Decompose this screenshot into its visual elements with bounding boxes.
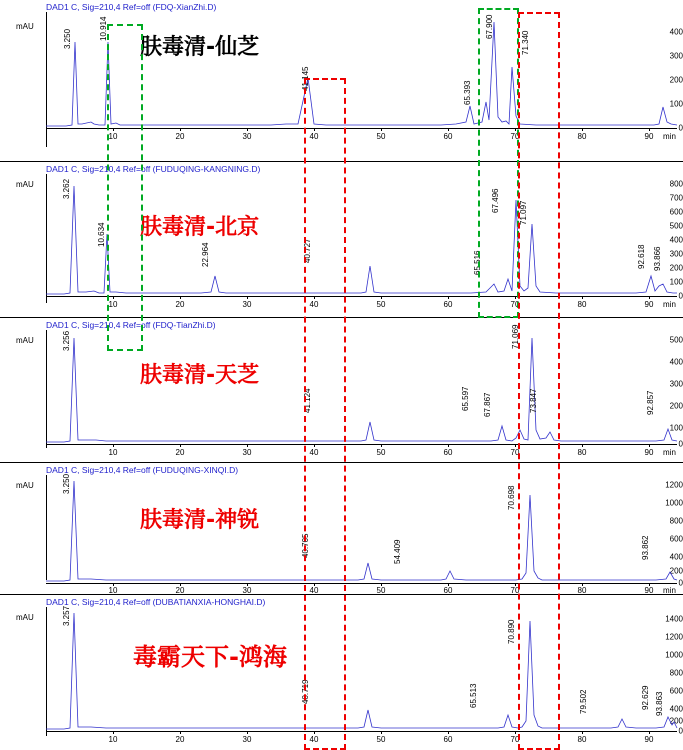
panel-2-ytick-0: 0 (678, 291, 683, 301)
panel-5-ytick-200: 200 (669, 716, 683, 726)
panel-2-peak-22.964: 22.964 (201, 242, 210, 267)
panel-2-ytick-600: 600 (669, 207, 683, 217)
panel-4-xtick-10: 10 (108, 586, 118, 595)
panel-3-x-unit: min (663, 448, 676, 457)
panel-1-xtick-90: 90 (644, 132, 654, 141)
panel-2-ytick-400: 400 (669, 235, 683, 245)
panel-1-peak-3.250: 3.250 (63, 28, 72, 49)
panel-4-ytick-1000: 1000 (665, 498, 683, 508)
panel-5-peak-40.719: 40.719 (301, 679, 310, 704)
panel-4-xtick-70: 70 (510, 586, 520, 595)
panel-3-xtick-70: 70 (510, 448, 520, 457)
panel-1-sample-label: 肤毒清-仙芝 (140, 35, 260, 60)
panel-1-xtick-80: 80 (577, 132, 587, 141)
panel-4-ytick-1200: 1200 (665, 480, 683, 490)
panel-5-xtick-20: 20 (175, 735, 185, 744)
panel-5-peak-79.502: 79.502 (579, 689, 588, 714)
panel-1-ytick-100: 100 (669, 99, 683, 109)
panel-5-peak-3.257: 3.257 (62, 605, 71, 626)
panel-4-xtick-20: 20 (175, 586, 185, 595)
panel-4-peak-40.705: 40.705 (301, 533, 310, 558)
chromatogram-panel-1 (0, 0, 683, 162)
panel-2-x-unit: min (663, 300, 676, 309)
panel-3-xtick-20: 20 (175, 448, 185, 457)
panel-5-ytick-1000: 1000 (665, 650, 683, 660)
panel-3-xtick-10: 10 (108, 448, 118, 457)
panel-1-peak-71.340: 71.340 (521, 30, 530, 55)
panel-4-y-title: mAU (16, 481, 34, 490)
panel-1-y-title: mAU (16, 22, 34, 31)
panel-1-xtick-20: 20 (175, 132, 185, 141)
panel-2-sample-label: 肤毒清-北京 (140, 215, 260, 240)
panel-5-peak-65.513: 65.513 (469, 683, 478, 708)
panel-5-ytick-800: 800 (669, 668, 683, 678)
panel-5-ytick-0: 0 (678, 726, 683, 736)
panel-4-sample-label: 肤毒清-神锐 (140, 508, 260, 533)
panel-1-xtick-60: 60 (443, 132, 453, 141)
panel-4-peak-70.698: 70.698 (507, 485, 516, 510)
panel-2-xtick-50: 50 (376, 300, 386, 309)
panel-2-ytick-300: 300 (669, 249, 683, 259)
panel-2-header: DAD1 C, Sig=210,4 Ref=off (FUDUQING-KANGNING.D) (46, 164, 261, 174)
panel-2-peak-65.516: 65.516 (473, 250, 482, 275)
panel-3-peak-67.867: 67.867 (483, 392, 492, 417)
panel-1-header: DAD1 C, Sig=210,4 Ref=off (FDQ-XianZhi.D) (46, 2, 217, 12)
panel-4-ytick-400: 400 (669, 552, 683, 562)
panel-1-peak-41.145: 41.145 (301, 66, 310, 91)
panel-5-peak-93.863: 93.863 (655, 691, 664, 716)
panel-2-peak-10.634: 10.634 (97, 222, 106, 247)
panel-3-ytick-300: 300 (669, 379, 683, 389)
panel-5-peak-92.629: 92.629 (641, 685, 650, 710)
panel-2-xtick-80: 80 (577, 300, 587, 309)
panel-2-xtick-90: 90 (644, 300, 654, 309)
panel-2-ytick-500: 500 (669, 221, 683, 231)
panel-5-xtick-80: 80 (577, 735, 587, 744)
panel-3-ytick-0: 0 (678, 439, 683, 449)
panel-4-ytick-200: 200 (669, 566, 683, 576)
panel-2-peak-3.262: 3.262 (62, 178, 71, 199)
panel-4-xtick-50: 50 (376, 586, 386, 595)
panel-2-peak-40.727: 40.727 (303, 238, 312, 263)
panel-3-xtick-30: 30 (242, 448, 252, 457)
panel-2-xtick-20: 20 (175, 300, 185, 309)
panel-2-xtick-70: 70 (510, 300, 520, 309)
panel-3-ytick-200: 200 (669, 401, 683, 411)
panel-4-header: DAD1 C, Sig=210,4 Ref=off (FUDUQING-XINQI.D) (46, 465, 239, 475)
panel-3-peak-71.069: 71.069 (511, 324, 520, 349)
panel-5-y-title: mAU (16, 613, 34, 622)
panel-1-ytick-300: 300 (669, 51, 683, 61)
panel-3-header: DAD1 C, Sig=210,4 Ref=off (FDQ-TianZhi.D) (46, 320, 216, 330)
panel-5-xtick-10: 10 (108, 735, 118, 744)
panel-2-ytick-100: 100 (669, 277, 683, 287)
panel-5-peak-70.890: 70.890 (507, 619, 516, 644)
panel-3-ytick-400: 400 (669, 357, 683, 367)
panel-2-ytick-700: 700 (669, 193, 683, 203)
panel-4-peak-3.250: 3.250 (62, 473, 71, 494)
panel-3-sample-label: 肤毒清-天芝 (140, 363, 260, 388)
chromatogram-panel-5 (0, 595, 683, 750)
panel-3-peak-3.256: 3.256 (62, 330, 71, 351)
panel-4-ytick-600: 600 (669, 534, 683, 544)
panel-3-peak-41.124: 41.124 (303, 388, 312, 413)
panel-3-xtick-50: 50 (376, 448, 386, 457)
panel-5-xtick-50: 50 (376, 735, 386, 744)
panel-1-xtick-50: 50 (376, 132, 386, 141)
panel-4-x-unit: min (663, 586, 676, 595)
panel-5-ytick-600: 600 (669, 686, 683, 696)
panel-4-xtick-30: 30 (242, 586, 252, 595)
panel-2-ytick-200: 200 (669, 263, 683, 273)
panel-1-peak-10.914: 10.914 (99, 16, 108, 41)
panel-3-xtick-60: 60 (443, 448, 453, 457)
panel-2-xtick-40: 40 (309, 300, 319, 309)
panel-5-xtick-90: 90 (644, 735, 654, 744)
panel-5-header: DAD1 C, Sig=210,4 Ref=off (DUBATIANXIA-HONGHAI.D) (46, 597, 266, 607)
panel-3-peak-73.847: 73.847 (529, 388, 538, 413)
panel-3-xtick-40: 40 (309, 448, 319, 457)
panel-2-xtick-30: 30 (242, 300, 252, 309)
panel-4-peak-93.862: 93.862 (641, 535, 650, 560)
panel-2-peak-67.496: 67.496 (491, 188, 500, 213)
panel-4-xtick-60: 60 (443, 586, 453, 595)
panel-3-xtick-80: 80 (577, 448, 587, 457)
panel-4-ytick-800: 800 (669, 516, 683, 526)
panel-1-ytick-200: 200 (669, 75, 683, 85)
chromatogram-panel-4 (0, 463, 683, 595)
panel-3-ytick-100: 100 (669, 423, 683, 433)
panel-5-ytick-1400: 1400 (665, 614, 683, 624)
panel-4-xtick-90: 90 (644, 586, 654, 595)
panel-4-ytick-0: 0 (678, 578, 683, 588)
panel-5-xtick-40: 40 (309, 735, 319, 744)
panel-3-y-title: mAU (16, 336, 34, 345)
panel-4-xtick-40: 40 (309, 586, 319, 595)
panel-2-peak-92.618: 92.618 (637, 244, 646, 269)
panel-1-x-unit: min (663, 132, 676, 141)
panel-5-xtick-60: 60 (443, 735, 453, 744)
panel-1-ytick-0: 0 (678, 123, 683, 133)
panel-4-peak-54.409: 54.409 (393, 539, 402, 564)
chromatogram-panel-3 (0, 318, 683, 463)
panel-1-xtick-70: 70 (510, 132, 520, 141)
chromatogram-panel-2 (0, 162, 683, 318)
panel-1-peak-67.900: 67.900 (485, 14, 494, 39)
panel-5-sample-label: 毒霸天下-鸿海 (133, 643, 287, 671)
panel-5-xtick-30: 30 (242, 735, 252, 744)
panel-2-xtick-60: 60 (443, 300, 453, 309)
panel-1-xtick-30: 30 (242, 132, 252, 141)
panel-2-peak-93.866: 93.866 (653, 246, 662, 271)
panel-1-xtick-10: 10 (108, 132, 118, 141)
panel-4-xtick-80: 80 (577, 586, 587, 595)
panel-3-peak-65.597: 65.597 (461, 386, 470, 411)
panel-3-peak-92.857: 92.857 (646, 390, 655, 415)
panel-3-ytick-500: 500 (669, 335, 683, 345)
panel-5-xtick-70: 70 (510, 735, 520, 744)
panel-1-peak-65.393: 65.393 (463, 80, 472, 105)
panel-2-peak-71.097: 71.097 (519, 200, 528, 225)
panel-3-xtick-90: 90 (644, 448, 654, 457)
panel-2-xtick-10: 10 (108, 300, 118, 309)
panel-2-ytick-800: 800 (669, 179, 683, 189)
panel-5-ytick-400: 400 (669, 704, 683, 714)
panel-1-ytick-400: 400 (669, 27, 683, 37)
panel-1-xtick-40: 40 (309, 132, 319, 141)
panel-2-y-title: mAU (16, 180, 34, 189)
panel-5-ytick-1200: 1200 (665, 632, 683, 642)
